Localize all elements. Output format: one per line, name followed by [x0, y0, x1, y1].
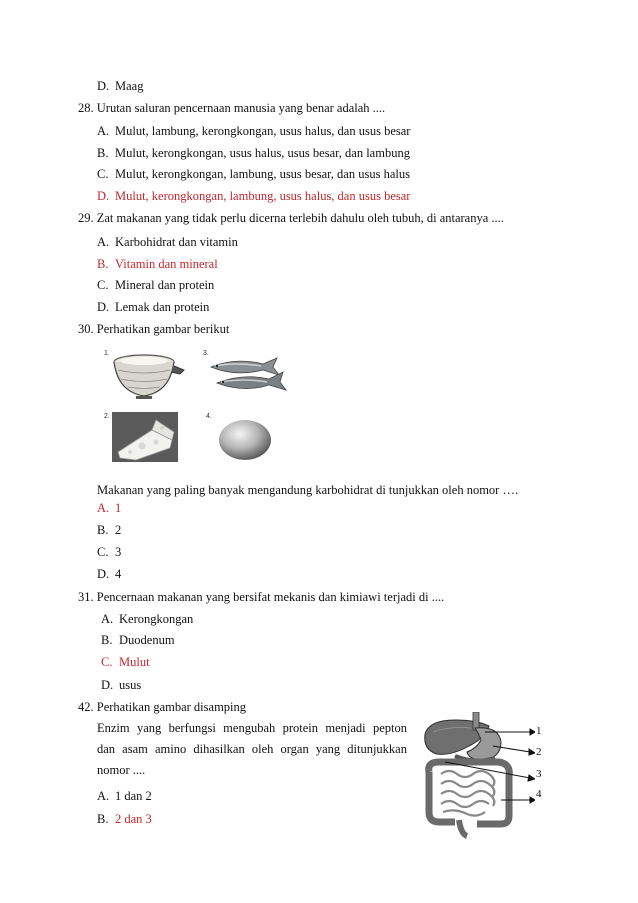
option-text: Duodenum — [119, 633, 175, 647]
option-text: 2 — [115, 523, 122, 537]
q42-paragraph — [97, 718, 407, 781]
question-29 — [78, 210, 504, 226]
question-text: Pencernaan makanan yang bersifat mekanis dan kimiawi terjadi di .... — [96, 590, 445, 604]
q29-option-b-answer — [97, 256, 218, 272]
food-label-3: 3. — [203, 350, 209, 357]
option-letter: D. — [101, 678, 114, 692]
q31-option-b — [101, 632, 175, 648]
option-text: Mulut — [119, 655, 150, 669]
question-number: 30. — [78, 322, 94, 336]
q42-paragraph-line: nomor .... — [97, 763, 146, 777]
option-letter: B. — [101, 633, 113, 647]
q42-option-a — [97, 788, 152, 804]
option-letter: C. — [97, 545, 109, 559]
fish-image — [205, 355, 290, 395]
q29-option-a — [97, 234, 238, 250]
option-letter: D. — [97, 300, 110, 314]
egg-image — [217, 418, 273, 462]
option-text: Mulut, kerongkongan, usus halus, usus besar, dan lambung — [115, 146, 410, 160]
organ-label-1: 1 — [536, 725, 542, 737]
option-text: 1 dan 2 — [115, 789, 152, 803]
q28-option-a — [97, 123, 410, 139]
q30-option-b — [97, 522, 121, 538]
option-letter: B. — [97, 146, 109, 160]
question-text: Perhatikan gambar berikut — [96, 322, 230, 336]
option-letter: B. — [97, 812, 109, 826]
q30-option-c — [97, 544, 121, 560]
option-text: Mulut, kerongkongan, lambung, usus halus, dan usus besar — [115, 189, 411, 203]
q42-paragraph-line: Enzim yang berfungsi mengubah protein menjadi pepton — [97, 721, 407, 735]
option-text: 2 dan 3 — [115, 812, 152, 826]
option-text: Karbohidrat dan vitamin — [115, 235, 238, 249]
question-number: 31. — [78, 590, 94, 604]
option-letter: A. — [97, 789, 110, 803]
option-letter: A. — [97, 501, 110, 515]
cheese-image — [112, 412, 178, 462]
option-text: 3 — [115, 545, 122, 559]
question-number: 28. — [78, 101, 94, 115]
question-number: 42. — [78, 700, 94, 714]
organ-label-2: 2 — [536, 746, 542, 758]
question-number: 29. — [78, 211, 94, 225]
q31-option-d — [101, 677, 141, 693]
question-30 — [78, 321, 229, 337]
organ-label-3: 3 — [536, 768, 542, 780]
q31-option-a — [101, 611, 193, 627]
question-28 — [78, 100, 385, 116]
q28-option-c — [97, 166, 410, 182]
digestive-system-image — [415, 712, 535, 842]
option-text: 1 — [115, 501, 122, 515]
q31-option-c-answer — [101, 654, 150, 670]
rice-colander-image — [108, 352, 188, 402]
q30-option-d — [97, 566, 121, 582]
option-d-prev — [97, 78, 143, 94]
question-text: Zat makanan yang tidak perlu dicerna terlebih dahulu oleh tubuh, di antaranya .... — [96, 211, 504, 225]
q29-option-d — [97, 299, 209, 315]
option-text: Lemak dan protein — [115, 300, 210, 314]
option-letter: D. — [97, 79, 110, 93]
q30-prompt: Makanan yang paling banyak mengandung karbohidrat di tunjukkan oleh nomor …. — [97, 483, 519, 497]
option-text: Mineral dan protein — [115, 278, 215, 292]
option-letter: C. — [101, 655, 113, 669]
food-label-4: 4. — [206, 413, 212, 420]
option-letter: D. — [97, 567, 110, 581]
food-label-1: 1. — [104, 350, 110, 357]
option-text: 4 — [115, 567, 122, 581]
question-42 — [78, 699, 246, 715]
option-text: Kerongkongan — [119, 612, 194, 626]
option-text: Mulut, kerongkongan, lambung, usus besar, dan usus halus — [115, 167, 410, 181]
option-letter: D. — [97, 189, 110, 203]
organ-label-4: 4 — [536, 788, 542, 800]
q28-option-d-answer — [97, 188, 410, 204]
q28-option-b — [97, 145, 410, 161]
option-text: Mulut, lambung, kerongkongan, usus halus, dan usus besar — [115, 124, 411, 138]
option-letter: A. — [97, 124, 110, 138]
question-text: Perhatikan gambar disamping — [96, 700, 247, 714]
option-text: usus — [119, 678, 142, 692]
question-text: Urutan saluran pencernaan manusia yang benar adalah .... — [96, 101, 386, 115]
option-letter: A. — [101, 612, 114, 626]
option-letter: A. — [97, 235, 110, 249]
option-text: Maag — [115, 79, 144, 93]
option-letter: C. — [97, 167, 109, 181]
q42-option-b — [97, 811, 152, 827]
option-letter: B. — [97, 257, 109, 271]
option-letter: C. — [97, 278, 109, 292]
q29-option-c — [97, 277, 214, 293]
question-31 — [78, 589, 444, 605]
option-text: Vitamin dan mineral — [115, 257, 218, 271]
food-label-2: 2. — [104, 413, 110, 420]
q42-paragraph-line: dan asam amino dihasilkan oleh organ yang ditunjukkan — [97, 742, 407, 756]
option-letter: B. — [97, 523, 109, 537]
q30-option-a-answer — [97, 500, 121, 516]
